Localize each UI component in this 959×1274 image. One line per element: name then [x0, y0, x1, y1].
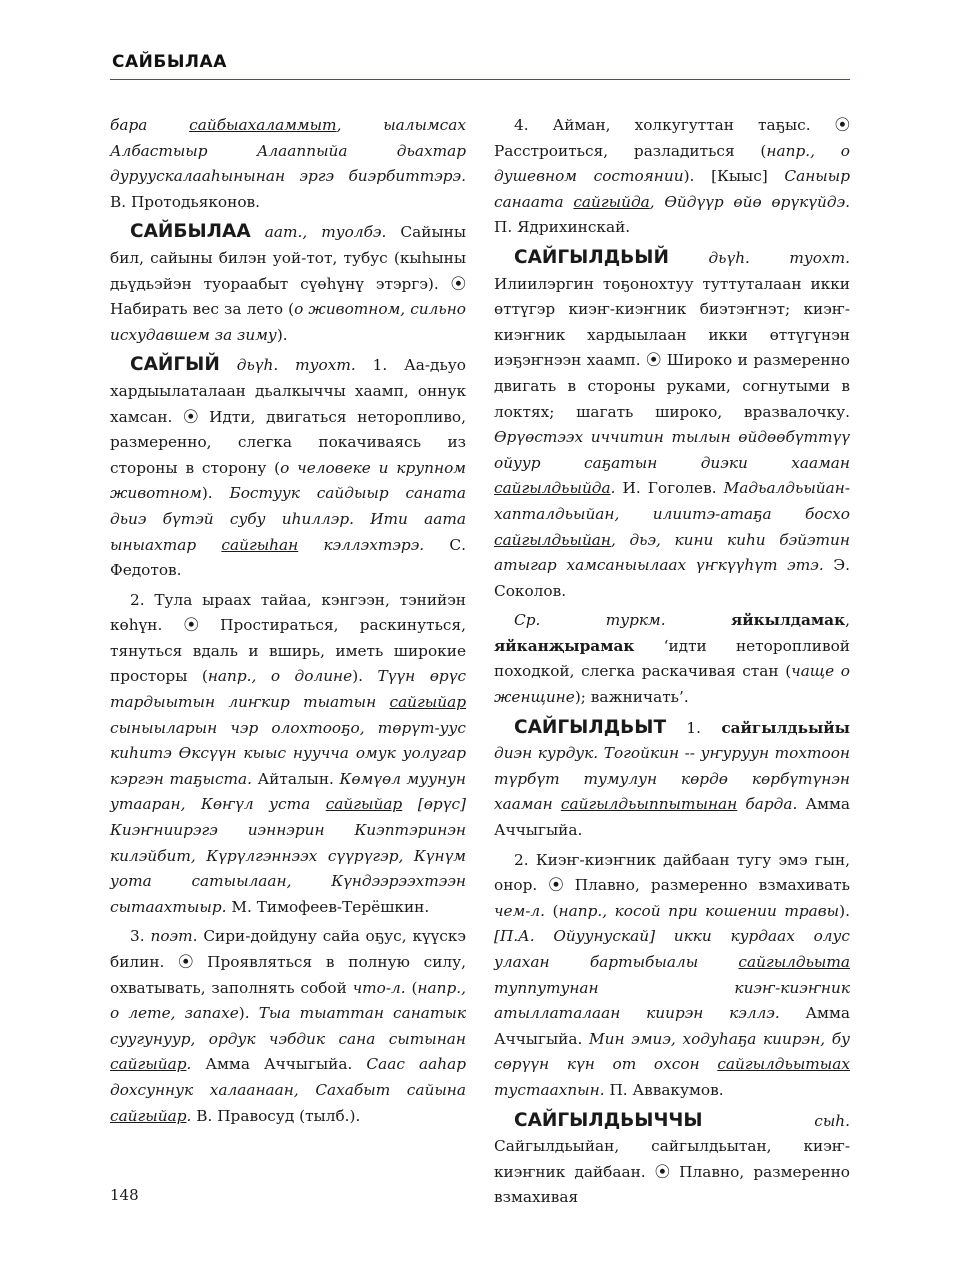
headword-usage: сайбыахаламмыт: [189, 116, 337, 134]
example-text: .: [186, 1106, 192, 1125]
example-text: Мин эмиэ, ходуһаҕа киирэн, бу сөрүүн күн от охсон: [494, 1029, 850, 1074]
definition: 4. Айман, холкугуттан таҕыс. ⦿ Расстроиться, разладиться (: [494, 116, 850, 160]
grammar-label: сыһ.: [702, 1111, 850, 1130]
definition: (: [405, 978, 418, 997]
separator: ,: [845, 611, 850, 630]
headword: САЙГЫЛДЬЫТ: [514, 716, 667, 738]
headword-usage: сайгылдьыта: [738, 953, 850, 971]
headword-usage: сайгыйда: [573, 192, 650, 211]
definition: 2. Киэҥ-киэҥник дайбаан тугу эмэ гын, онор. ⦿ Плавно, размеренно взмахивать: [494, 850, 850, 895]
example-text: .: [610, 479, 616, 498]
headword: САЙГЫЛДЬЫЧЧЫ: [514, 1109, 703, 1131]
source: Амма Аччыгыйа.: [191, 1055, 353, 1074]
definition: Сайгылдьыйан, сайгылдьытан, киэҥ-киэҥник дайбаан. ⦿ Плавно, размеренно взмахивая: [494, 1137, 850, 1207]
example-text: , ыалымсах Албастыыр Алааппыйа дьахтар дуруускалааһынынан эргэ биэрбиттэрэ.: [110, 116, 466, 186]
entry: [494, 715, 850, 844]
definition: ); важничать’.: [574, 688, 689, 707]
paragraph: [110, 113, 466, 215]
example-text: сыныыларын чэр олохтооҕо, төрүт-уус киһитэ Өксүүн кыыс нуучча омук уолугар кэргэн таҕыста.: [110, 718, 466, 788]
source: С. Федотов.: [110, 535, 466, 580]
source: П. Ядрихинскай.: [494, 218, 631, 237]
cross-reference: сайгылдьыйы: [721, 718, 850, 737]
example-text: Өрүөстээх иччитин тылын өйдөөбүттүү ойуур саҕатын диэки хааман: [494, 428, 850, 472]
source: П. Аввакумов.: [604, 1080, 724, 1099]
headword-usage: сайгыйар: [325, 795, 403, 814]
headword-usage: сайгыһан: [221, 535, 299, 554]
headword-usage: сайгылдьыппытынан: [560, 795, 738, 814]
definition: Сайыны бил, сайыны билэн уой-тот, тубус (кыһыны дьүдьэйэн туораабыт сүөһүнү этэргэ). ⦿ Набирать вес за лето (: [110, 223, 466, 319]
left-column: [110, 113, 466, 1133]
headword-usage: сайгылдьыйда: [494, 479, 611, 498]
definition: ).: [839, 901, 850, 920]
example-text: [П.А. Ойуунускай] икки курдаах олус улахан бартыбыалы: [494, 927, 850, 971]
source: Айталын.: [252, 769, 334, 788]
definition: 1.: [666, 718, 722, 737]
example-text: диэн курдук. Тогойкин -- уҥуруун тохтоон түрбүт тумулун көрдө көрбүтүнэн хааман: [494, 744, 850, 814]
example-text: Саныыр санаата: [494, 167, 851, 211]
etymology-label: Ср. туркм.: [514, 611, 666, 630]
running-head: САЙБЫЛАА: [112, 52, 227, 72]
definition: ). [Кыыс]: [683, 167, 785, 186]
example-text: тустаахпын.: [494, 1080, 605, 1099]
example-text: Бостуук сайдыыр саната дьиэ бүтэй субу иһиллэр. Ити аата ыныахтар: [110, 484, 466, 554]
headword: САЙБЫЛАА: [130, 221, 251, 243]
headword-usage: сайгылдьыйан: [494, 530, 611, 549]
usage-note: напр., косой при кошении травы: [558, 901, 840, 920]
etymology: [494, 608, 850, 710]
entry: [494, 245, 850, 604]
usage-note: чем-л.: [494, 901, 546, 920]
source: В. Протодьяконов.: [110, 192, 261, 211]
usage-note: о человеке и крупном животном: [110, 458, 466, 503]
source: Э. Соколов.: [494, 556, 850, 600]
definition: ).: [276, 325, 288, 344]
entry: [110, 352, 466, 583]
grammar-label: поэт.: [150, 927, 198, 946]
headword-usage: сайгыйар: [110, 1106, 187, 1125]
source: В. Правосуд (тылб.).: [191, 1106, 361, 1125]
example-text: Саас ааһар дохсуннук халаанаан, Сахабыт сайына: [110, 1055, 466, 1099]
entry: [494, 1108, 850, 1211]
page-number: 148: [110, 1186, 139, 1204]
usage-note: что-л.: [352, 978, 406, 997]
example-text: , дьэ, кини киһи бэйэтин атыгар хамсаныылаах үҥкүүһүт этэ.: [494, 530, 850, 575]
definition: ).: [201, 484, 230, 503]
right-column: [494, 113, 850, 1215]
example-text: Көмүөл муунун утааран, Көҥүл уста: [110, 769, 466, 814]
usage-note: напр., о душевном состоянии: [494, 141, 851, 186]
definition: (: [545, 901, 559, 920]
definition: 3.: [130, 927, 151, 946]
cognate: яйканҗырамак: [494, 636, 635, 655]
cognate: яйкылдамак: [730, 611, 846, 630]
header-rule: [110, 79, 850, 80]
example-text: туппутунан киэҥ-киэҥник атыллаталаан киирэн кэллэ.: [494, 978, 850, 1023]
definition: Сири-дойдуну сайа оҕус, күүскэ билин. ⦿ Проявляться в полную силу, охватывать, заполнять собой: [110, 927, 466, 997]
example-text: барда.: [737, 795, 798, 814]
sense: [494, 848, 850, 1104]
grammar-label: аат., туолбэ.: [250, 223, 387, 242]
usage-note: о животном, сильно исхудавшем за зиму: [110, 300, 466, 344]
grammar-label: дьүһ. туохт.: [219, 356, 356, 375]
definition: Илиилэргин тоҕонохтуу туттуталаан икки өттүгэр киэҥ-киэҥник биэтэҥнэт; киэҥ-киэҥник хардыылаан икки өттүгүнэн иэҕэҥнээн хаамп. ⦿ Широко и размеренно двигать в стороны руками, согнутыми в локтях; шагать широко, вразвалочку.: [494, 274, 850, 421]
example-text: [өрүс] Киэҥниирэгэ иэннэрин Киэптэринэн килэйбит, Күрүлгэннээх сүүрүгэр, Күнүм уота сатыылаан, Күндээрээхтээн сытаахтыыр.: [110, 795, 466, 916]
definition: ).: [238, 1004, 259, 1023]
definition: ‘идти неторопливой походкой, слегка раскачивая стан (: [494, 636, 850, 681]
usage-note: напр., о долине: [207, 667, 353, 686]
definition: 2. Тула ыраах тайаа, кэнгээн, тэнийэн көһүн. ⦿ Простираться, раскинуться, тянуться вдаль и вширь, иметь широкие просторы (: [110, 590, 466, 686]
source: М. Тимофеев-Терёшкин.: [226, 897, 430, 916]
usage-note: напр., о лете, запахе: [110, 978, 466, 1023]
headword: САЙГЫЙ: [130, 354, 220, 376]
headword: САЙГЫЛДЬЫЙ: [514, 246, 669, 268]
headword-usage: сайгылдьытыах: [717, 1055, 850, 1074]
example-text: Тыа тыаттан санатык суугунуур, ордук чэбдик сана сытынан: [110, 1004, 466, 1048]
headword-usage: сайгыйар: [110, 1055, 187, 1074]
usage-note: чаще о женщине: [494, 662, 851, 707]
example-text: кэллэхтэрэ.: [298, 535, 425, 554]
sense: [110, 588, 466, 921]
definition: ).: [352, 667, 378, 686]
example-text: .: [186, 1055, 192, 1074]
grammar-label: дьүһ. туохт.: [668, 248, 850, 267]
definition: 1. Аа-дьуо хардыылаталаан дьалкыччы хаамп, оннук хамсан. ⦿ Идти, двигаться неторопливо, размеренно, слегка покачиваясь из стороны в сторону (: [110, 356, 467, 477]
example-text: бара: [110, 116, 190, 134]
example-text: , Өйдүүр өйө өрүкүйдэ.: [649, 192, 850, 211]
sense: [110, 924, 466, 1129]
example-text: Мадьалдьыйан-хапталдьыйан, илиитэ-атаҕа босхо: [494, 479, 850, 523]
entry: [110, 219, 466, 348]
source: Амма Аччыгыйа.: [494, 795, 850, 840]
example-text: Түүн өрүс тардыытын лиҥкир тыатын: [110, 667, 467, 712]
source: И. Гоголев.: [615, 479, 717, 498]
headword-usage: сайгыйар: [389, 693, 466, 712]
sense: [494, 113, 850, 241]
source: Амма Аччыгыйа.: [494, 1004, 850, 1048]
